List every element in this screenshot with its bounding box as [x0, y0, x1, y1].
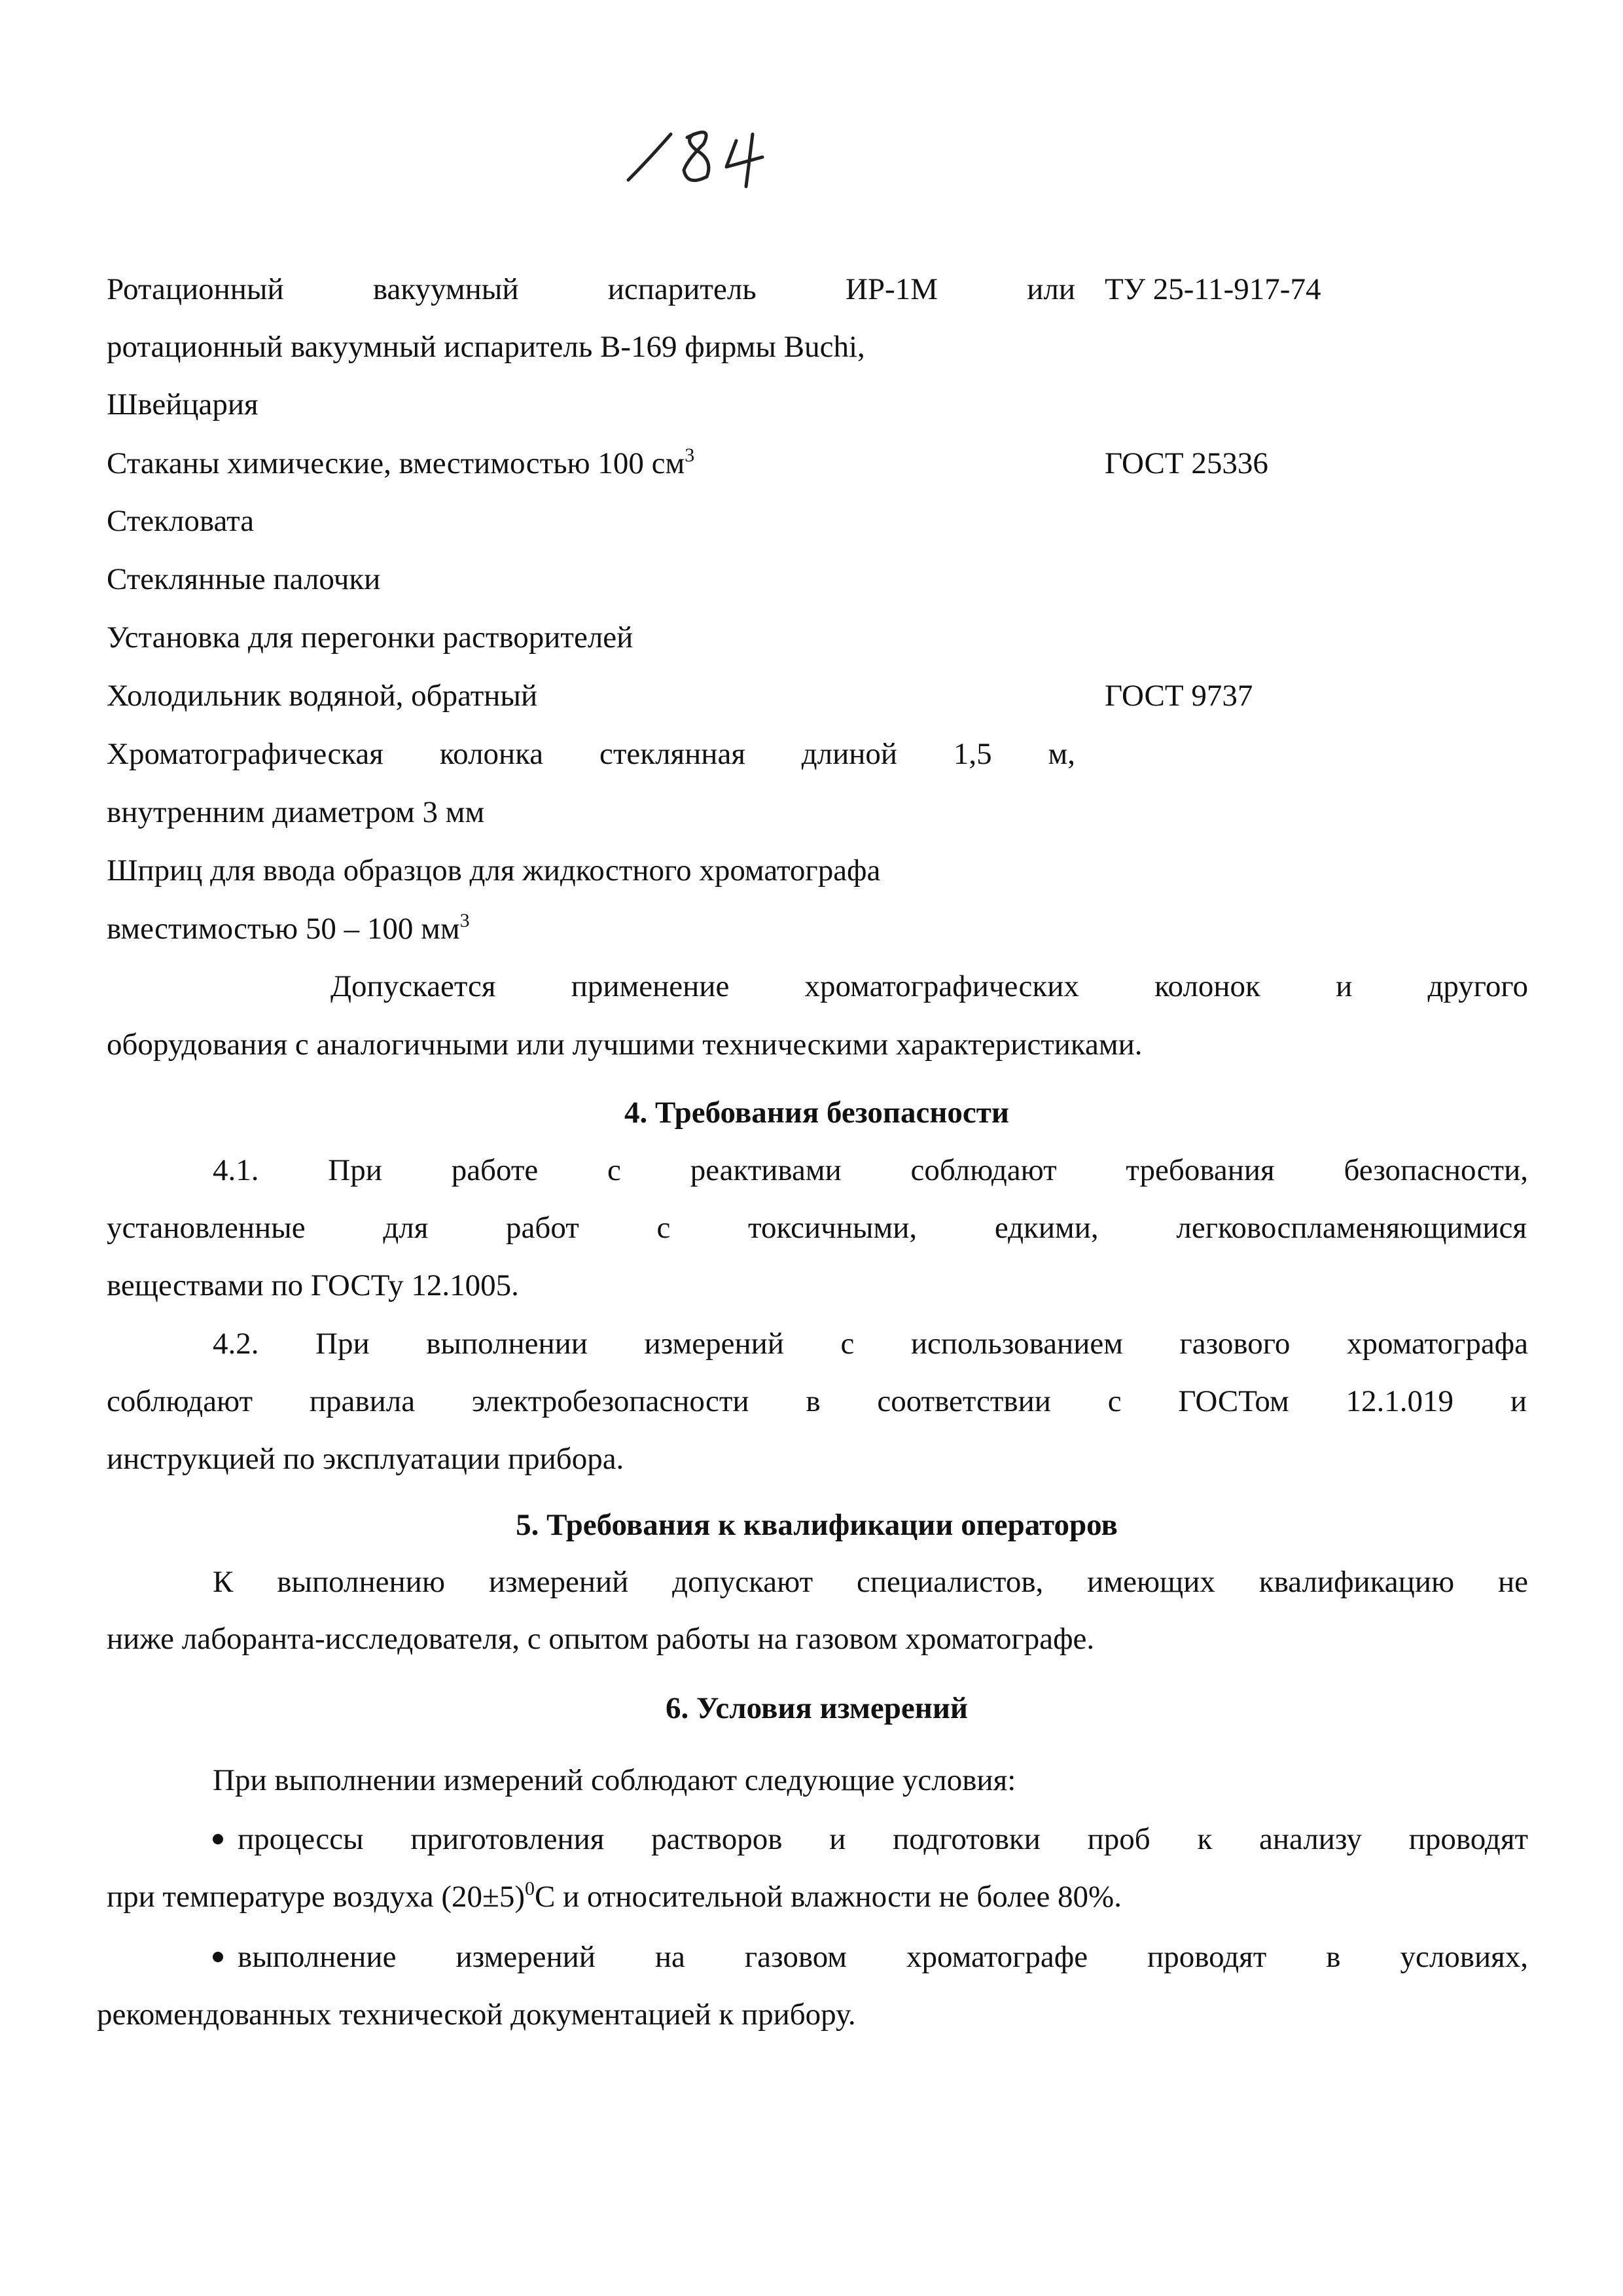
- equipment-item-text: [107, 444, 1075, 483]
- equipment-item-text: Стекловата: [107, 504, 255, 538]
- section4-p1-line2: установленные для работ с токсичными, едкими, легковоспламеняющимися: [107, 1211, 1527, 1245]
- equipment-item-text: Ротационный вакуумный испаритель ИР-1М или: [107, 272, 1075, 306]
- section4-p1-line1: 4.1. При работе с реактивами соблюдают требования безопасности,: [213, 1153, 1528, 1187]
- equipment-item-text: Стеклянные палочки: [107, 562, 381, 596]
- equipment-item-text: Швейцария: [107, 387, 259, 422]
- equipment-standard: ТУ 25-11-917-74: [1105, 272, 1321, 306]
- section4-p1-line3: веществами по ГОСТу 12.1005.: [107, 1268, 519, 1302]
- bullet-icon: [213, 1952, 223, 1962]
- handwritten-page-number-drawing: [622, 115, 779, 200]
- section4-p2-line2: соблюдают правила электробезопасности в соответствии с ГОСТом 12.1.019 и: [107, 1384, 1527, 1418]
- bullet-text: при температуре воздуха (20±5): [107, 1880, 525, 1914]
- section5-heading: 5. Требования к квалификации операторов: [516, 1508, 1118, 1542]
- section6-intro: При выполнении измерений соблюдают следующие условия:: [213, 1763, 1016, 1797]
- equipment-item-label: Стаканы химические, вместимостью 100 см: [107, 446, 685, 480]
- section6-bullet1-line1: [213, 1820, 1528, 1859]
- section6-heading: 6. Условия измерений: [665, 1691, 969, 1725]
- allowance-line1: Допускается применение хроматографических колонок и другого: [330, 969, 1528, 1003]
- equipment-standard: ГОСТ 9737: [1105, 679, 1253, 713]
- section4-p2-line1: 4.2. При выполнении измерений с использованием газового хроматографа: [213, 1327, 1528, 1361]
- section5-line1: К выполнению измерений допускают специалистов, имеющих квалификацию не: [213, 1565, 1528, 1599]
- section6-bullet1-line2: [107, 1877, 1527, 1916]
- equipment-item-text: Хроматографическая колонка стеклянная длиной 1,5 м,: [107, 737, 1075, 771]
- handwritten-page-number: [622, 115, 779, 200]
- equipment-item-text: ротационный вакуумный испаритель В-169 фирмы Buchi,: [107, 330, 865, 364]
- superscript: 3: [685, 444, 695, 466]
- bullet-text: процессы приготовления растворов и подготовки проб к анализу проводят: [238, 1822, 1528, 1856]
- bullet-text: выполнение измерений на газовом хроматографе проводят в условиях,: [238, 1940, 1528, 1974]
- section6-bullet2-line1: [213, 1937, 1528, 1977]
- bullet-text: С и относительной влажности не более 80%.: [534, 1880, 1122, 1914]
- bullet-icon: [213, 1834, 223, 1844]
- equipment-item-text: Установка для перегонки растворителей: [107, 620, 633, 655]
- equipment-item-text: Холодильник водяной, обратный: [107, 679, 538, 713]
- section4-heading: 4. Требования безопасности: [624, 1096, 1009, 1130]
- section6-bullet2-line2: рекомендованных технической документацией к прибору.: [97, 1998, 856, 2032]
- equipment-standard: ГОСТ 25336: [1105, 446, 1268, 480]
- equipment-item-text: внутренним диаметром 3 мм: [107, 795, 485, 829]
- section5-line2: ниже лаборанта-исследователя, с опытом работы на газовом хроматографе.: [107, 1622, 1095, 1656]
- allowance-line2: оборудования с аналогичными или лучшими техническими характеристиками.: [107, 1028, 1143, 1062]
- superscript: 3: [459, 910, 470, 931]
- equipment-item-label: вместимостью 50 – 100 мм: [107, 912, 460, 946]
- equipment-item-text: [107, 909, 1075, 948]
- superscript: 0: [524, 1878, 535, 1899]
- equipment-item-text: Шприц для ввода образцов для жидкостного хроматографа: [107, 853, 881, 888]
- section4-p2-line3: инструкцией по эксплуатации прибора.: [107, 1442, 624, 1476]
